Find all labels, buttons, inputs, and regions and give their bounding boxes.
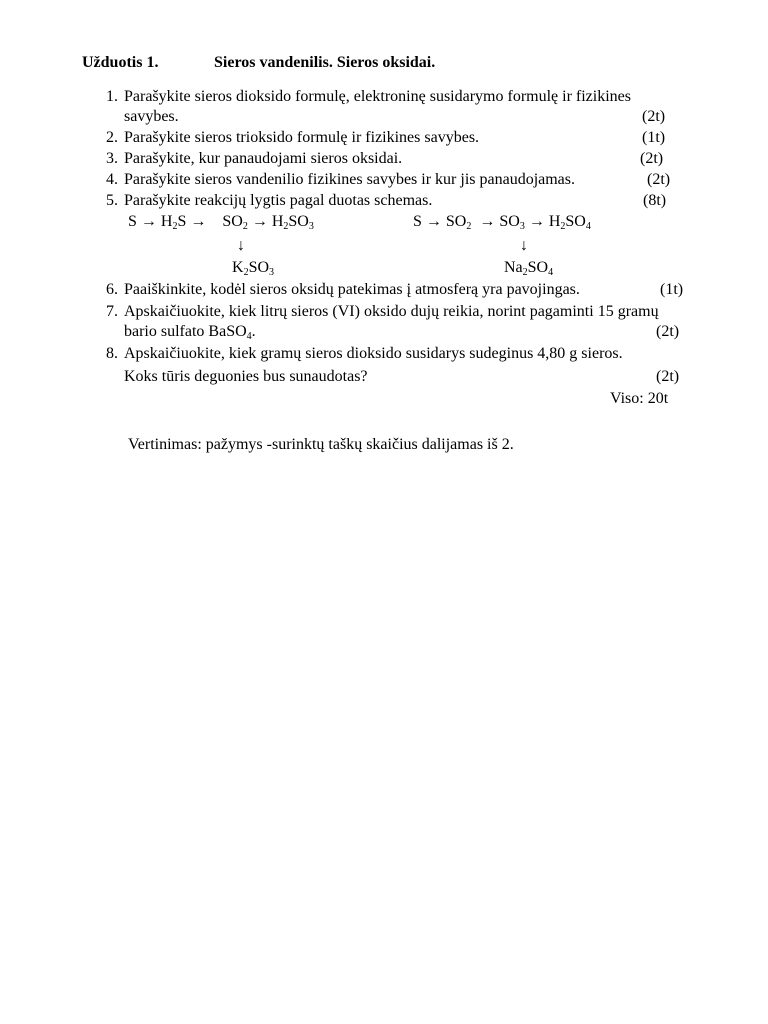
question-8-text-cont: Koks tūris deguonies bus sunaudotas? xyxy=(124,368,368,385)
arrow-icon: → xyxy=(528,213,545,230)
question-8-points: (2t) xyxy=(656,368,680,385)
question-7-points: (2t) xyxy=(656,323,680,340)
question-5-points: (8t) xyxy=(643,192,667,209)
question-7-number: 7. xyxy=(106,303,118,320)
down-arrow-icon: ↓ xyxy=(520,237,528,254)
scheme-1-k2so3: $K_2SO_3$ xyxy=(232,259,275,278)
question-2-number: 2. xyxy=(106,129,118,146)
question-6-points: (1t) xyxy=(660,281,684,298)
arrow-icon: → xyxy=(425,213,442,230)
arrow-icon: → xyxy=(251,213,268,230)
task-topic: Sieros vandenilis. Sieros oksidai. xyxy=(214,54,436,71)
scheme-1-s: S xyxy=(128,213,137,230)
task-label: Užduotis 1. xyxy=(82,54,159,71)
question-6-number: 6. xyxy=(106,281,118,298)
scheme-1-so2: $SO_2$ xyxy=(222,213,248,232)
scheme-2-so3: $SO_3$ xyxy=(499,213,525,232)
question-2-text: Parašykite sieros trioksido formulę ir fizikines savybes. xyxy=(124,129,480,146)
question-7-text-cont: bario sulfato BaSO$_4$. xyxy=(124,323,256,342)
question-8-number: 8. xyxy=(106,345,118,362)
question-2-points: (1t) xyxy=(642,129,666,146)
scheme-2-s: S xyxy=(413,213,422,230)
down-arrow-icon: ↓ xyxy=(237,237,245,254)
question-4-points: (2t) xyxy=(647,171,671,188)
question-1-points: (2t) xyxy=(642,108,666,125)
grading-note: Vertinimas: pažymys -surinktų taškų skaičius dalijamas iš 2. xyxy=(128,436,514,453)
scheme-2-top xyxy=(413,212,591,232)
scheme-1-top xyxy=(128,212,314,232)
question-1-text-cont: savybes. xyxy=(124,108,179,125)
scheme-2-so2: $SO_2$ xyxy=(445,213,472,232)
question-5-number: 5. xyxy=(106,192,118,209)
question-4-number: 4. xyxy=(106,171,118,188)
arrow-icon: → xyxy=(190,213,207,230)
arrow-icon: → xyxy=(479,213,496,230)
question-1-number: 1. xyxy=(106,88,118,105)
question-8-text: Apskaičiuokite, kiek gramų sieros dioksido susidarys sudeginus 4,80 g sieros. xyxy=(124,345,623,362)
scheme-1-h2so3: $H_2SO_3$ xyxy=(271,213,314,232)
scheme-1-h2s: $H_2S$ xyxy=(160,213,187,232)
question-7-text: Apskaičiuokite, kiek litrų sieros (VI) oksido dujų reikia, norint pagaminti 15 gramų xyxy=(124,303,659,320)
question-1-text: Parašykite sieros dioksido formulę, elektroninę susidarymo formulę ir fizikines xyxy=(124,88,631,105)
scheme-2-h2so4: $H_2SO_4$ xyxy=(548,213,591,232)
scheme-2-na2so4: $Na_2SO_4$ xyxy=(504,259,554,278)
arrow-icon: → xyxy=(140,213,157,230)
total-points: Viso: 20t xyxy=(610,390,669,407)
question-5-text: Parašykite reakcijų lygtis pagal duotas schemas. xyxy=(124,192,433,209)
question-6-text: Paaiškinkite, kodėl sieros oksidų patekimas į atmosferą yra pavojingas. xyxy=(124,281,580,298)
question-3-number: 3. xyxy=(106,150,118,167)
question-4-text: Parašykite sieros vandenilio fizikines savybes ir kur jis panaudojamas. xyxy=(124,171,576,188)
question-3-text: Parašykite, kur panaudojami sieros oksidai. xyxy=(124,150,403,167)
question-3-points: (2t) xyxy=(640,150,664,167)
